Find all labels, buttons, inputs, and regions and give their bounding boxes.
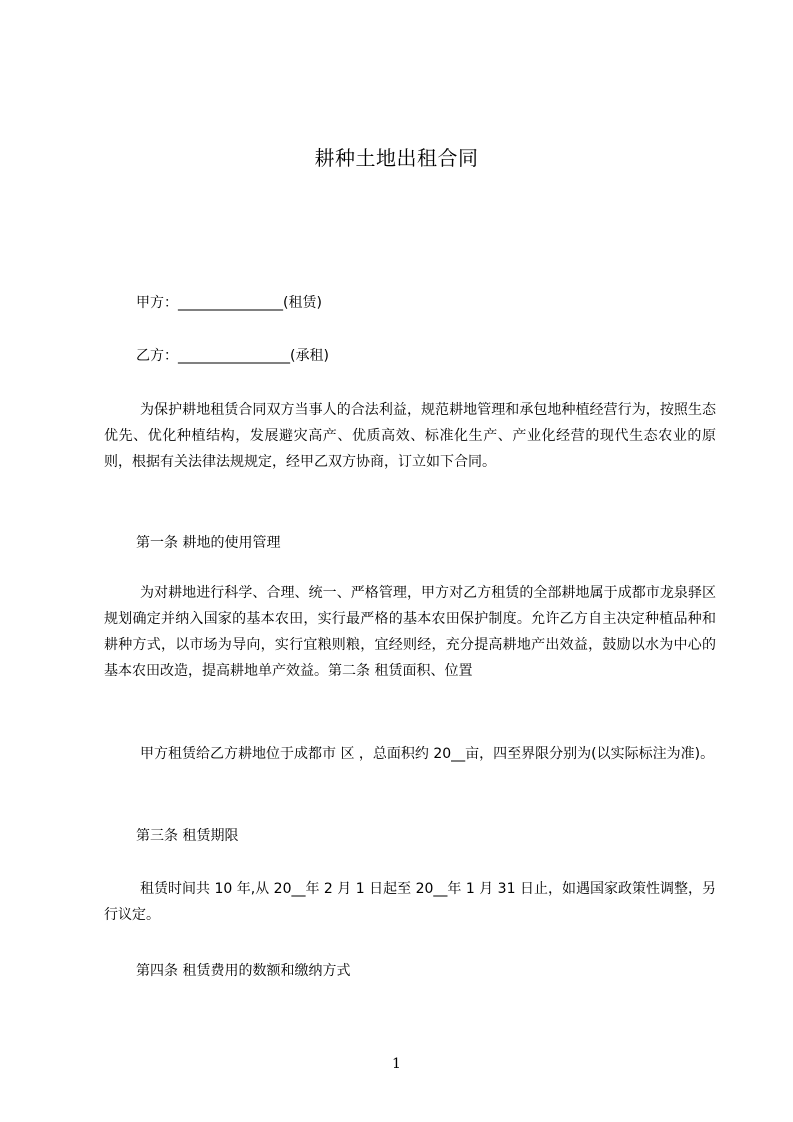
article-1-heading: 第一条 耕地的使用管理: [136, 535, 281, 551]
article-3-body: 租赁时间共 10 年,从 20__年 2 月 1 日起至 20__年 1 月 31 日止，如遇国家政策性调整，另行议定。: [104, 881, 716, 923]
article-4-heading: 第四条 租赁费用的数额和缴纳方式: [136, 963, 351, 979]
document-title: 耕种土地出租合同: [314, 146, 479, 170]
party-a-line: 甲方：_______________(租赁): [136, 295, 322, 311]
article-1-body: 为对耕地进行科学、合理、统一、严格管理，甲方对乙方租赁的全部耕地属于成都市龙泉驿区规划确定并纳入国家的基本农田，实行最严格的基本农田保护制度。允许乙方自主决定种植品种和耕种方式，以市场为导向，实行宜粮则粮，宜经则经，充分提高耕地产出效益，鼓励以水为中心的基本农田改造，提高耕地单产效益。第二条 租赁面积、位置: [104, 585, 716, 679]
intro-paragraph: 为保护耕地租赁合同双方当事人的合法利益，规范耕地管理和承包地种植经营行为，按照生态优先、优化种植结构，发展避灾高产、优质高效、标准化生产、产业化经营的现代生态农业的原则，根据有关法律法规规定，经甲乙双方协商，订立如下合同。: [104, 402, 716, 470]
page-number: 1: [392, 1056, 401, 1072]
article-2-body: 甲方租赁给乙方耕地位于成都市 区 ，总面积约 20__亩，四至界限分别为(以实际标注为准)。: [140, 746, 715, 762]
article-3-heading: 第三条 租赁期限: [136, 828, 239, 844]
party-b-line: 乙方：________________(承租): [136, 348, 329, 364]
